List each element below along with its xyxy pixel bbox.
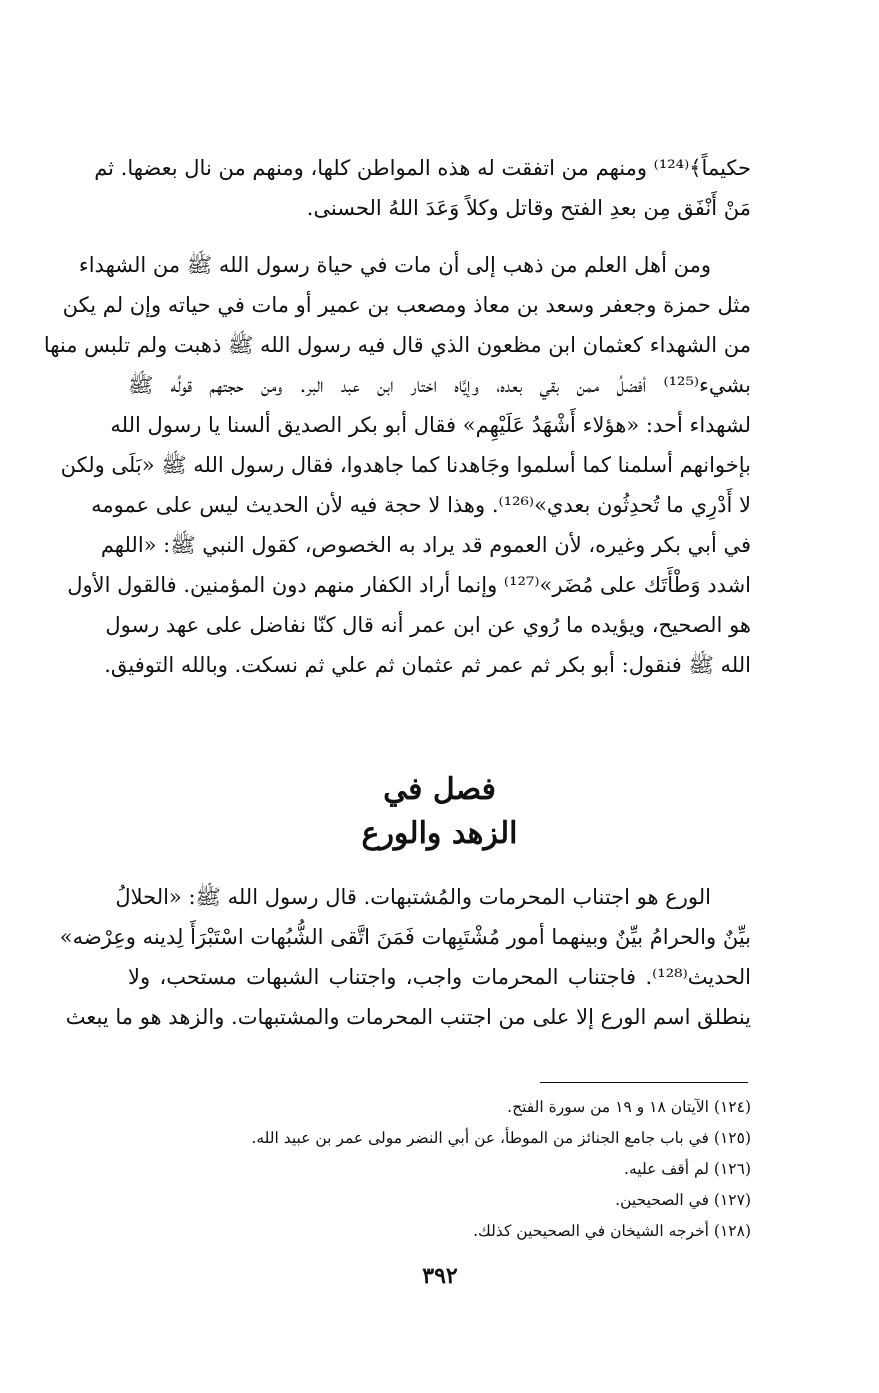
text-line: ينطلق اسم الورع إلا على من اجتنب المحرمات والمشتبهات. والزهد هو ما يبعث bbox=[65, 1005, 751, 1029]
text-line: اشدد وَطْأَتَك على مُضَر»⁽¹²⁷⁾ وإنما أراد الكفار منهم دون المؤمنين. فالقول الأول bbox=[67, 573, 751, 597]
text-line: مثل حمزة وجعفر وسعد بن معاذ ومصعب بن عمير أو مات في حياته وإن لم يكن bbox=[62, 293, 751, 317]
footnote-126: (١٢٦) لم أقف عليه. bbox=[624, 1160, 751, 1178]
text-line: من الشهداء كعثمان ابن مظعون الذي قال فيه رسول الله ﷺ ذهبت ولم تلبس منها bbox=[43, 333, 751, 357]
text-line: بشيء⁽¹²⁵⁾ أفضلُ ممن بقي بعده، وإيَّاه اختار ابن عبد البر. ومن حجتهم قولُه ﷺ bbox=[128, 373, 751, 397]
text-line: الورع هو اجتناب المحرمات والمُشتبهات. قال رسول الله ﷺ: «الحلالُ bbox=[115, 885, 711, 909]
section-title-line-1: فصل في bbox=[383, 772, 496, 807]
footnote-125: (١٢٥) في باب جامع الجنائز من الموطأ، عن أبي النضر مولى عمر بن عبيد الله. bbox=[251, 1129, 751, 1147]
footnote-128: (١٢٨) أخرجه الشيخان في الصحيحين كذلك. bbox=[473, 1222, 751, 1240]
text-line: مَنْ أَنْفَق مِن بعدِ الفتح وقاتل وكلاً وَعَدَ اللهُ الحسنى. bbox=[306, 196, 751, 220]
footnote-separator bbox=[540, 1082, 748, 1083]
paragraph-2 bbox=[43, 245, 751, 685]
text-line: في أبي بكر وغيره، لأن العموم قد يراد به الخصوص، كقول النبي ﷺ: «اللهم bbox=[100, 533, 751, 557]
text-line: الله ﷺ فنقول: أبو بكر ثم عمر ثم عثمان ثم علي ثم نسكت. وبالله التوفيق. bbox=[104, 653, 751, 677]
footnote-124: (١٢٤) الآيتان ١٨ و ١٩ من سورة الفتح. bbox=[507, 1098, 751, 1116]
text-line: ومن أهل العلم من ذهب إلى أن مات في حياة رسول الله ﷺ من الشهداء bbox=[78, 253, 711, 277]
footnote-127: (١٢٧) في الصحيحين. bbox=[615, 1191, 751, 1209]
paragraph-1 bbox=[94, 148, 751, 228]
paragraph-3 bbox=[59, 877, 751, 1037]
text-line: حكيماً﴾⁽¹²⁴⁾ ومنهم من اتفقت له هذه المواطن كلها، ومنهم من نال بعضها. ثم bbox=[94, 156, 751, 180]
page-number: ٣٩٢ bbox=[422, 1263, 458, 1289]
section-title-line-2: الزهد والورع bbox=[361, 816, 518, 851]
text-line: بيِّنٌ والحرامُ بيِّنٌ وبينهما أمور مُشْتَبِهات فَمَنَ اتَّقى الشُّبُهات اسْتَبْرَأَ لِدينه وعِرْضه» bbox=[59, 925, 751, 949]
text-line: لا أَدْرِي ما تُحدِثُون بعدي»⁽¹²⁶⁾. وهذا لا حجة فيه لأن الحديث ليس على عمومه bbox=[91, 493, 751, 517]
footnotes bbox=[128, 1092, 751, 1247]
text-line: الحديث⁽¹²⁸⁾. فاجتناب المحرمات واجب، واجتناب الشبهات مستحب، ولا bbox=[128, 965, 751, 989]
text-line: لشهداء أحد: «هؤلاء أَشْهَدُ عَلَيْهِم» فقال أبو بكر الصديق ألسنا يا رسول الله bbox=[110, 413, 751, 437]
text-line: بإخوانهم أسلمنا كما أسلموا وجَاهدنا كما جاهدوا، فقال رسول الله ﷺ «بَلَى ولكن bbox=[60, 453, 751, 477]
text-line: هو الصحيح، ويؤيده ما رُوي عن ابن عمر أنه قال كنّا نفاضل على عهد رسول bbox=[105, 613, 751, 637]
